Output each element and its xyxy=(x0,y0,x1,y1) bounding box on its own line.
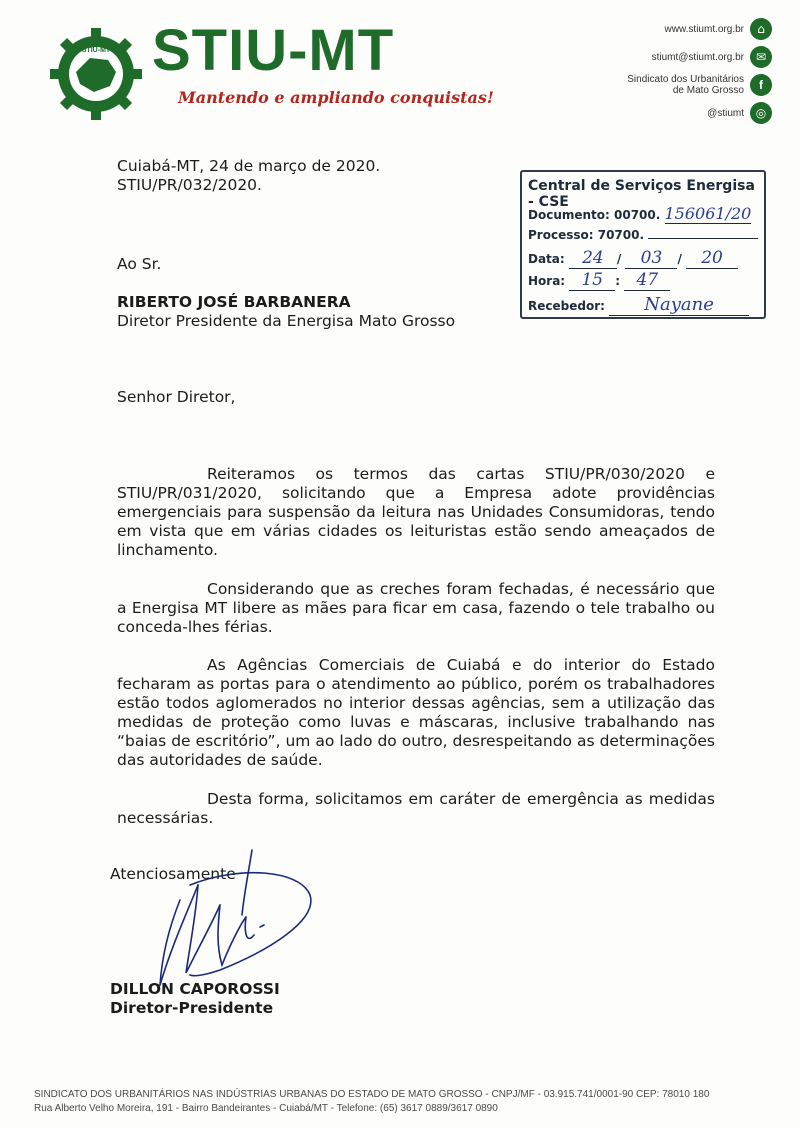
gear-label: STIU-MT xyxy=(81,47,111,54)
stamp-documento-value: 156061/20 xyxy=(664,204,752,223)
stamp-documento-label: Documento: 00700. xyxy=(528,208,661,222)
instagram-text: @stiumt xyxy=(707,107,744,119)
footer-line-1: SINDICATO DOS URBANITÁRIOS NAS INDÚSTRIAS URBANAS DO ESTADO DE MATO GROSSO - CNPJ/MF - 03.915.741/0001-90 CEP: 78010 180 xyxy=(34,1089,710,1100)
paragraph-3: As Agências Comerciais de Cuiabá e do interior do Estado fecharam as portas para o atendimento ao público, porém os trabalhadores estão todos aglomerados no interior dessas agências, sem a utilização das medidas de proteção como luvas e máscaras, inclusive trabalhando nas “baias de escritório”, um ao lado do outro, desrespeitando as determinações das autoridades de saúde. xyxy=(117,656,715,769)
facebook-text: Sindicato dos Urbanitários de Mato Grosso xyxy=(627,74,744,96)
paragraph-4: Desta forma, solicitamos em caráter de emergência as medidas necessárias. xyxy=(117,790,715,827)
contact-website[interactable] xyxy=(522,18,772,40)
stamp-title: Central de Serviços Energisa - CSE xyxy=(528,178,755,210)
contact-instagram[interactable] xyxy=(522,102,772,124)
stamp-data: Data: 24 / 03 / 20 xyxy=(528,248,758,269)
facebook-icon: f xyxy=(750,74,772,96)
stamp-processo xyxy=(528,228,758,242)
stamp-data-label: Data: xyxy=(528,252,565,266)
contact-facebook[interactable] xyxy=(522,74,772,96)
stamp-recebedor-value: Nayane xyxy=(609,294,749,316)
stamp-data-day: 24 xyxy=(569,248,617,269)
stamp-hora-m: 47 xyxy=(624,270,670,291)
receipt-stamp xyxy=(520,170,766,319)
stamp-hora-h: 15 xyxy=(569,270,615,291)
stamp-hora: Hora: 15 : 47 xyxy=(528,270,670,291)
recipient-name: RIBERTO JOSÉ BARBANERA xyxy=(117,293,351,311)
website-text: www.stiumt.org.br xyxy=(664,23,744,35)
stamp-data-month: 03 xyxy=(625,248,677,269)
stamp-processo-label: Processo: 70700. xyxy=(528,228,645,242)
paragraph-1: Reiteramos os termos das cartas STIU/PR/030/2020 e STIU/PR/031/2020, solicitando que a Empresa adote providências emergenciais para suspensão da leitura nas Unidades Consumidoras, tendo em vista que em várias cidades os leituristas estão sendo ameaçados de linchamento. xyxy=(117,465,715,559)
signer-name: DILLON CAPOROSSI xyxy=(110,980,280,998)
stiu-gear-logo xyxy=(46,24,146,124)
contact-list xyxy=(522,18,772,130)
footer xyxy=(34,1088,709,1116)
stamp-documento xyxy=(528,204,751,223)
recipient-title: Diretor Presidente da Energisa Mato Grosso xyxy=(117,312,456,330)
footer-line-2: Rua Alberto Velho Moreira, 191 - Bairro Bandeirantes - Cuiabá/MT - Telefone: (65) 3617 0889/3617 0890 xyxy=(34,1103,498,1114)
handwritten-signature xyxy=(150,845,320,995)
signer-title: Diretor-Presidente xyxy=(110,999,274,1017)
slogan: Mantendo e ampliando conquistas! xyxy=(178,88,494,107)
stamp-hora-label: Hora: xyxy=(528,274,566,288)
greeting: Senhor Diretor, xyxy=(117,388,236,406)
stamp-recebedor xyxy=(528,294,749,316)
instagram-icon: ◎ xyxy=(750,102,772,124)
stamp-data-year: 20 xyxy=(686,248,738,269)
reference-number: STIU/PR/032/2020. xyxy=(117,176,262,194)
home-icon: ⌂ xyxy=(750,18,772,40)
email-text: stiumt@stiumt.org.br xyxy=(651,51,744,63)
place-date: Cuiabá-MT, 24 de março de 2020. xyxy=(117,157,381,175)
salutation-to: Ao Sr. xyxy=(117,255,162,273)
mail-icon: ✉ xyxy=(750,46,772,68)
contact-email[interactable] xyxy=(522,46,772,68)
stamp-recebedor-label: Recebedor: xyxy=(528,299,605,313)
paragraph-2: Considerando que as creches foram fechadas, é necessário que a Energisa MT libere as mães para ficar em casa, fazendo o tele trabalho ou conceda-lhes férias. xyxy=(117,580,715,636)
closing: Atenciosamente xyxy=(110,865,236,883)
brand-title: STIU-MT xyxy=(152,18,395,83)
